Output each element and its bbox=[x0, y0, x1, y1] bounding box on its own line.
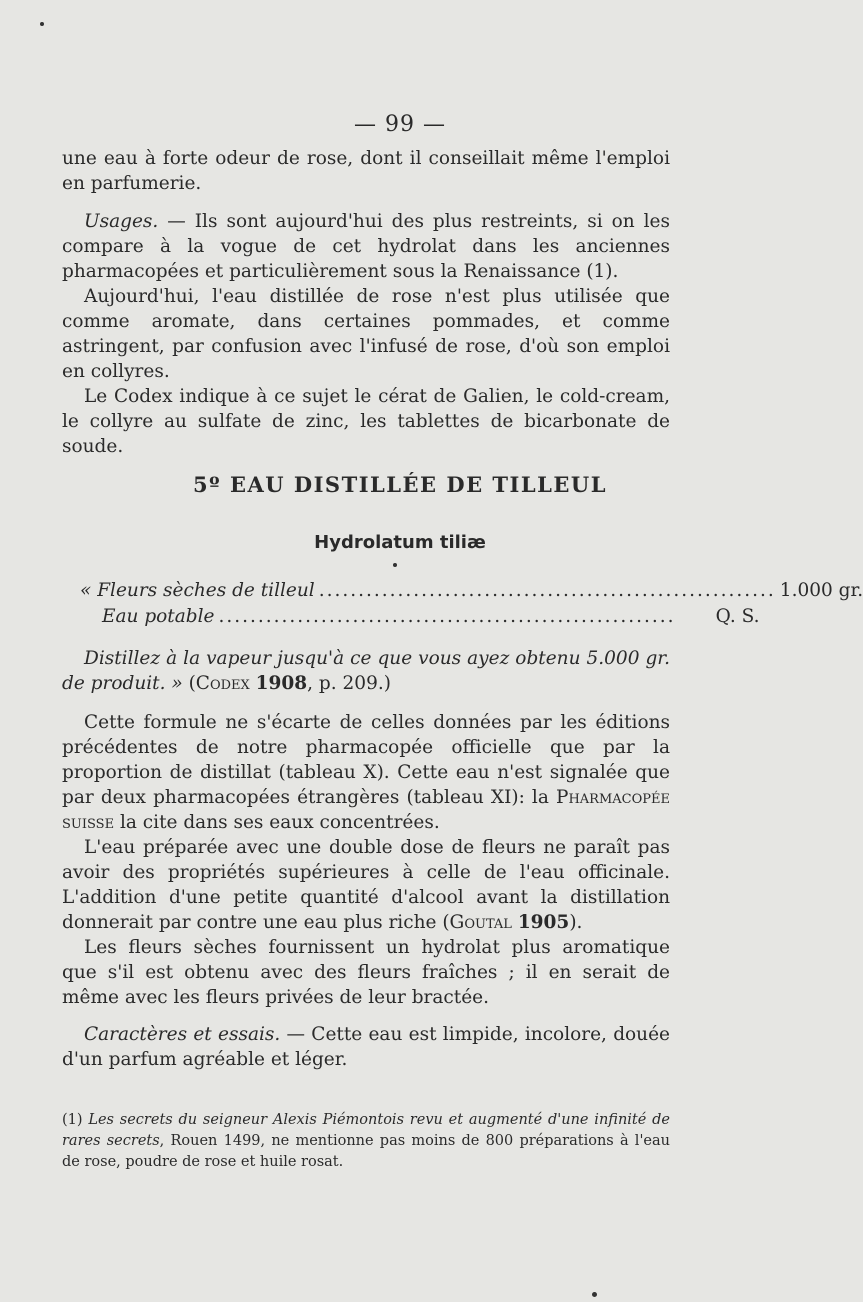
section-title: 5º EAU DISTILLÉE DE TILLEUL bbox=[193, 472, 607, 497]
footnote-marker: (1) bbox=[62, 1112, 89, 1128]
ref-year: 1908 bbox=[255, 673, 308, 694]
formula-quantity: 1.000 gr. bbox=[779, 580, 863, 601]
paragraph-caracteres bbox=[62, 1022, 670, 1072]
footnote-text: , Rouen 1499, ne mentionne pas moins de 800 préparations à l'eau de rose, poudre de rose et huile rosat. bbox=[62, 1133, 670, 1170]
caracteres-text: — Cette eau est limpide, incolore, douée d'un parfum agréable et léger. bbox=[62, 1024, 670, 1070]
formule-text-a: Cette formule ne s'écarte de celles données par les éditions précédentes de notre pharmacopée officielle que par la proportion de distillat (tableau X). Cette eau n'est signalée que par deux pharmacopées étrangères (tableau XI): la bbox=[62, 712, 670, 808]
formule-text-b: la cite dans ses eaux concentrées. bbox=[114, 812, 440, 833]
formula-leader: .......................................................... bbox=[318, 580, 776, 601]
ink-dot bbox=[40, 22, 44, 26]
page-number: — 99 — bbox=[354, 112, 446, 137]
paragraph-formule bbox=[62, 710, 670, 835]
paragraph-usages bbox=[62, 209, 670, 284]
double-text-a: L'eau préparée avec une double dose de fleurs ne paraît pas avoir des propriétés supérieures à celle de l'eau officinale. L'addition d'une petite quantité d'alcool avant la distillation donnerait par contre une eau plus riche ( bbox=[62, 837, 670, 933]
formula-leader: .......................................................... bbox=[218, 606, 676, 627]
goutal-year: 1905 bbox=[517, 912, 570, 933]
paragraph-double-dose bbox=[62, 835, 670, 935]
ref-codex: Codex bbox=[195, 673, 250, 694]
pharmacopee-suisse: Pharmacopée suisse bbox=[62, 787, 670, 833]
paragraph-continuation: une eau à forte odeur de rose, dont il conseillait même l'emploi en parfumerie. bbox=[62, 148, 670, 194]
formula-row bbox=[80, 606, 760, 632]
main-text-bottom bbox=[62, 646, 670, 1072]
section-subtitle: Hydrolatum tiliæ bbox=[314, 532, 486, 553]
formula-ingredient: Eau potable bbox=[102, 606, 215, 627]
ink-dot bbox=[393, 563, 397, 567]
paragraph-distillez bbox=[62, 646, 670, 696]
formula-list bbox=[80, 580, 863, 632]
goutal-name: Goutal bbox=[449, 912, 512, 933]
formula-row bbox=[80, 580, 863, 606]
distillez-instruction: Distillez à la vapeur jusqu'à ce que vous ayez obtenu 5.000 gr. de produit. » bbox=[62, 648, 670, 694]
usages-text: — Ils sont aujourd'hui des plus restreints, si on les compare à la vogue de cet hydrolat dans les anciennes pharmacopées et particulièrement sous la Renaissance (1). bbox=[62, 211, 670, 282]
paragraph-aujourdhui: Aujourd'hui, l'eau distillée de rose n'est plus utilisée que comme aromate, dans certaines pommades, et comme astringent, par confusion avec l'infusé de rose, d'où son emploi en collyres. bbox=[62, 286, 670, 382]
usages-label: Usages. bbox=[84, 211, 159, 232]
formula-quantity: Q. S. bbox=[715, 606, 760, 627]
caracteres-label: Caractères et essais. bbox=[84, 1024, 281, 1045]
paragraph-codex: Le Codex indique à ce sujet le cérat de Galien, le cold-cream, le collyre au sulfate de zinc, les tablettes de bicarbonate de soude. bbox=[62, 386, 670, 457]
formula-ingredient: « Fleurs sèches de tilleul bbox=[80, 580, 315, 601]
ref-close: , p. 209.) bbox=[307, 673, 391, 694]
ref-open: ( bbox=[182, 673, 196, 694]
main-text-top bbox=[62, 146, 670, 459]
paragraph-fleurs: Les fleurs sèches fournissent un hydrolat plus aromatique que s'il est obtenu avec des fleurs fraîches ; il en serait de même avec les fleurs privées de leur bractée. bbox=[62, 937, 670, 1008]
double-text-b: ). bbox=[569, 912, 583, 933]
footnote-title: Les secrets du seigneur Alexis Piémontois revu et augmenté d'une infinité de rares secrets bbox=[62, 1112, 670, 1149]
ink-dot bbox=[592, 1292, 597, 1297]
footnote bbox=[62, 1110, 670, 1173]
